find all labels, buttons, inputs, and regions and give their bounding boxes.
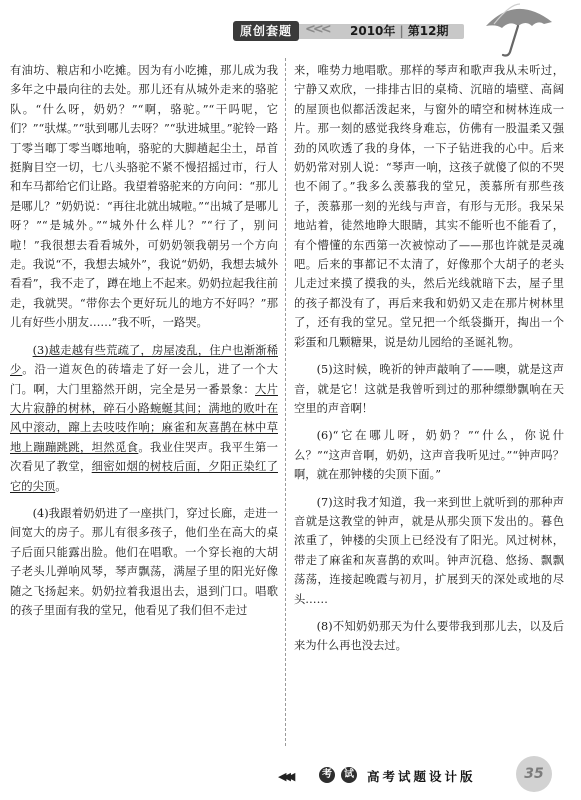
header-chevrons: <<<: [305, 22, 329, 37]
header-separator: |: [399, 24, 404, 38]
left-column: [10, 61, 278, 620]
paragraph-continued: 来，唯势力地唱歌。那样的琴声和歌声我从未听过，宁静又欢欣，一排排古旧的桌椅、沉暗的墙壁、高阔的屋顶也似都活泼起来，与窗外的晴空和树林连成一片。那一刻的感觉我终身难忘，仿佛有一股温柔又强劲的风吹透了我的身体，一下子钻进我的心中。后来奶奶常对别人说：“琴声一响，这孩子就傻了似的不哭也不闹了。”我多么羡慕我的堂兄，羡慕所有那些孩子，羡慕那一刻的光线与声音，有形与无形。我呆呆地站着，徒然地睁大眼睛，其实不能听也不能看了，有个懵懂的东西第一次被惊动了——那也许就是灵魂吧。后来的事都记不太清了，好像那个大胡子的老头儿走过来摸了摸我的头，然后光线就暗下去，屋子里的孩子都没有了，再后来我和奶奶又走在那片树林里了，还有我的堂兄。堂兄把一个纸袋撕开，掏出一个彩蛋和几颗糖果，说是幼儿园给的圣诞礼物。: [294, 64, 564, 349]
header-brand-label: 原创套题: [233, 21, 299, 41]
column-divider: [285, 58, 286, 746]
page-footer: [0, 752, 581, 800]
paragraph-continued: 有油坊、粮店和小吃摊。因为有小吃摊，那儿成为我多年之中最向往的去处。那儿还有从城外走来的骆驼队。“什么呀，奶奶？”“啊，骆驼。”“干吗呢，它们？”“驮煤。”“驮到哪儿去呀？”“驮进城里。”驼铃一路丁零当啷丁零当啷地响，骆驼的大脚趟起尘土，昂首挺胸目空一切，七八头骆驼不紧不慢招摇过市，行人和车马都给它们让路。我望着骆驼来的方向问：“那儿是哪儿？”奶奶说：“再往北就出城啦。”“出城了是哪儿呀？”“是城外。”“城外什么样儿？”“行了，别问啦！”我很想去看看城外，可奶奶领我朝另一个方向走。我说“不，我想去城外”，我说“奶奶，我想去城外看看”，我不走了，蹲在地上不起来。奶奶拉起我往前走，我就哭。“带你去个更好玩儿的地方不好吗？”那儿有好些小朋友……”我不听，一路哭。: [10, 64, 278, 330]
footer-badge-shi: 试: [341, 767, 357, 783]
footer-badge-kao: 考: [319, 767, 335, 783]
page-number: 35: [516, 756, 552, 792]
umbrella-icon: [480, 2, 560, 58]
header-issue-number: 第12期: [407, 24, 449, 38]
paragraph-text: 。我业住哭声。我平生第一次看见了教堂，: [10, 440, 278, 474]
header-year: 2010年: [350, 24, 396, 38]
page-header: [0, 0, 581, 48]
underlined-sentence: 细密如烟的树枝后面，夕阳正染红了它的尖顶: [10, 460, 278, 493]
paragraph-4: (4)我跟着奶奶进了一座拱门，穿过长廊，走进一间宽大的房子。那儿有很多孩子，他们坐在高大的桌子后面只能露出脸。他们在唱歌。一个穿长袍的大胡子老头儿弹响风琴，琴声飘荡，满屋子里的阳光好像随之飞扬起来。奶奶拉着我退出去，退到门口。唱歌的孩子里面有我的堂兄，他看见了我们但不走过: [10, 506, 278, 617]
paragraph-7: (7)这时我才知道，我一来到世上就听到的那种声音就是这教堂的钟声，就是从那尖顶下发出的。暮色浓重了，钟楼的尖顶上已经没有了阳光。风过树林，带走了麻雀和灰喜鹊的欢叫。钟声沉稳、悠扬、飘飘荡荡，连接起晚霞与初月，扩展到天的深处或地的尽头……: [294, 495, 564, 606]
paragraph-3: [10, 341, 278, 496]
paragraph-8: (8)不知奶奶那天为什么要带我到那儿去，以及后来为什么再也没去过。: [294, 619, 564, 653]
footer-arrows-icon: ◀◀◀: [278, 770, 292, 783]
right-column: [294, 61, 564, 656]
paragraph-6: (6)“它在哪儿呀，奶奶？”“什么，你说什么？”“这声音啊，奶奶，这声音我听见过。”“钟声吗？啊，就在那钟楼的尖顶下面。”: [294, 429, 564, 482]
paragraph-text: 。沿一道灰色的砖墙走了好一会儿，进了一个大门。啊，大门里豁然开朗，完全是另一番景象：: [10, 363, 278, 396]
underlined-sentence: (3)越走越有些荒疏了，房屋凌乱，住户也渐渐稀少: [10, 343, 278, 377]
underlined-sentence: 大片大片寂静的树林，碎石小路蜿蜒其间；满地的败叶在风中滚动，蹿上去吱吱作响；麻雀和灰喜鹊在林中草地上蹦蹦跳跳，坦然觅食: [10, 382, 278, 454]
paragraph-text: 。: [55, 479, 67, 493]
footer-title: 高考试题设计版: [367, 769, 476, 784]
paragraph-5: (5)这时候，晚祈的钟声敲响了——噢，就是这声音，就是它！这就是我曾听到过的那种缥缈飘响在天空里的声音啊！: [294, 363, 564, 415]
header-issue-info: [350, 22, 449, 39]
